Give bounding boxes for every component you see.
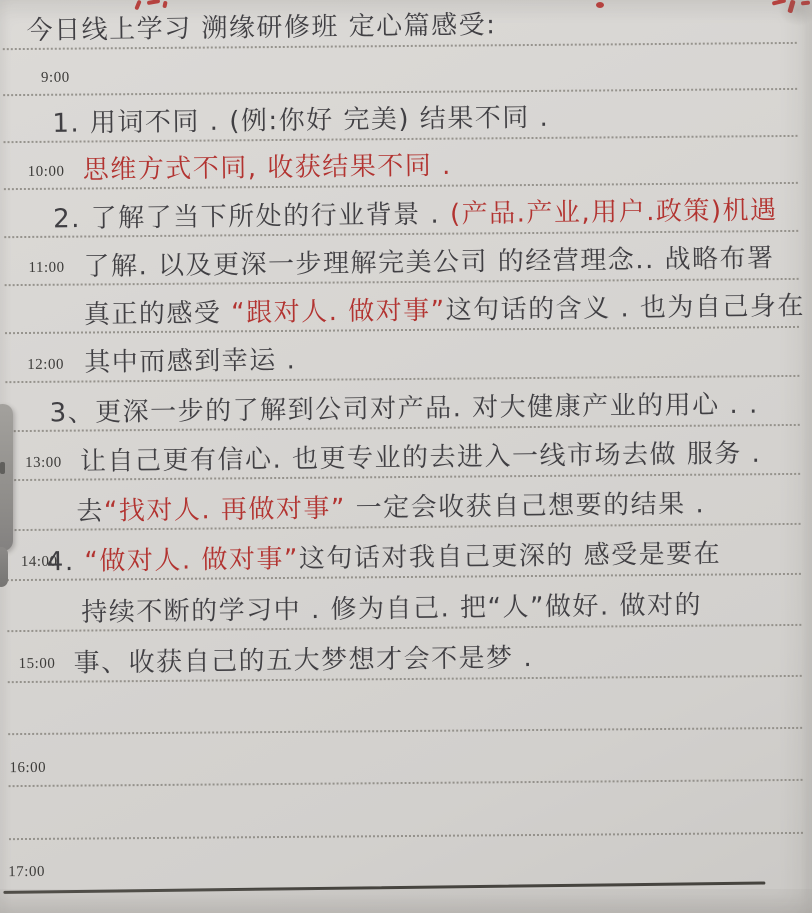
- page-edge-clip-notch: [0, 462, 5, 474]
- note-segment-black: 其中而感到幸运 .: [84, 345, 297, 378]
- note-segment-black: 3、更深一步的了解到公司对产品. 对大健康产业的用心 . .: [49, 389, 759, 429]
- note-segment-red: (产品.产业,用户.政策)机遇: [449, 195, 778, 230]
- note-segment-black: 这句话的含义 . 也为自己身在: [445, 291, 806, 326]
- note-segment-black: 去: [76, 496, 105, 527]
- item-1-red-note: [83, 148, 452, 190]
- note-segment-black: 一定会收获自己想要的结果 .: [345, 489, 706, 524]
- note-segment-red: 思维方式不同, 收获结果不同 .: [82, 150, 452, 186]
- note-segment-black: 今日线上学习 溯缘研修班 定心篇感受:: [26, 10, 497, 46]
- note-segment-black: 4.: [46, 546, 85, 578]
- ruled-lines-layer: [0, 0, 808, 3]
- time-label: 12:00: [27, 356, 65, 373]
- time-label: 11:00: [28, 259, 65, 276]
- note-segment-black: 持续不断的学习中 . 修为自己. 把“人”做好. 做对的: [81, 590, 703, 628]
- ruled-line: [9, 779, 803, 787]
- item-2-line-4: [84, 342, 296, 382]
- item-3-line-3: [76, 486, 705, 531]
- note-segment-black: 2. 了解了当下所处的行业背景 .: [52, 199, 451, 235]
- page-edge-clip: [0, 404, 13, 551]
- time-label: 17:00: [8, 863, 45, 881]
- time-label: 14:00: [20, 553, 58, 571]
- ruled-line: [3, 88, 797, 96]
- time-label: 16:00: [9, 759, 47, 777]
- ruled-line: [9, 832, 803, 840]
- note-segment-black: 了解. 以及更深一步理解完美公司 的经营理念.. 战略布署: [83, 243, 775, 283]
- item-4-line-2: [81, 587, 702, 632]
- note-segment-black: 这句话对我自己更深的 感受是要在: [298, 539, 722, 575]
- time-label: 10:00: [27, 163, 65, 180]
- time-label: 15:00: [18, 655, 56, 673]
- note-segment-red: “做对人. 做对事”: [84, 544, 300, 577]
- page-bottom-shadow: [0, 889, 812, 913]
- ruled-line: [8, 727, 802, 735]
- note-segment-black: 1. 用词不同 . (例:你好 完美) 结果不同 .: [52, 102, 550, 139]
- time-label: 9:00: [40, 69, 70, 86]
- red-ink-remnant: [596, 2, 604, 8]
- note-segment-red: “找对人. 再做对事”: [103, 493, 347, 527]
- note-segment-black: 让自己更有信心. 也更专业的去进入一线市场去做 服务 .: [79, 438, 762, 478]
- note-segment-black: 事、收获自己的五大梦想才会不是梦 .: [73, 643, 534, 679]
- note-segment-black: 真正的感受: [83, 298, 232, 331]
- item-4-line-3: [73, 640, 533, 683]
- note-segment-red: “跟对人. 做对事”: [230, 295, 446, 329]
- title-line: [26, 7, 496, 50]
- item-1: [52, 100, 549, 143]
- page-edge-clip-tab: [0, 547, 8, 587]
- time-label: 13:00: [24, 454, 62, 471]
